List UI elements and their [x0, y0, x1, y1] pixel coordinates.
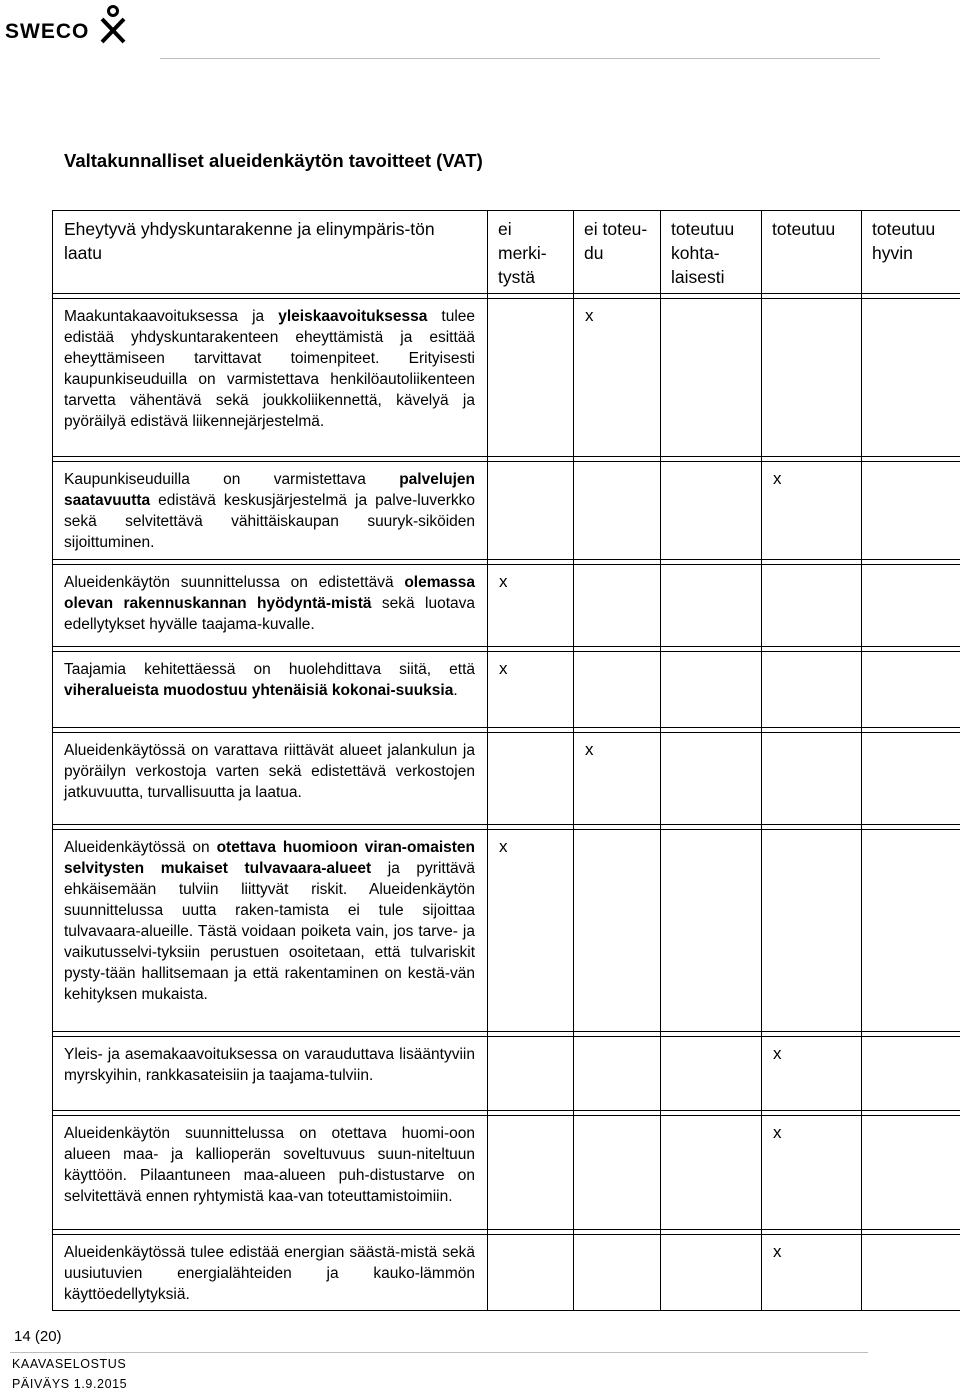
rating-mark: x — [488, 652, 574, 728]
table-header-row — [53, 211, 960, 294]
rating-cell — [488, 733, 574, 825]
rating-cell — [574, 1235, 661, 1311]
table-row — [53, 733, 960, 825]
rating-cell — [862, 1116, 960, 1230]
table-row — [53, 1235, 960, 1311]
criterion-text: Alueidenkäytön suunnittelussa on otettava huomi-oon alueen maa- ja kallioperän soveltuvuus suun-niteltuun käyttöön. Pilaantuneen maa-alueen puh-distustarve on selvitettävä ennen ryhtymistä kaa-van toteuttamistoimiin. — [53, 1116, 488, 1230]
rating-cell — [862, 652, 960, 728]
rating-cell — [661, 565, 762, 647]
rating-mark: x — [574, 299, 661, 457]
table-row — [53, 462, 960, 560]
rating-cell — [862, 733, 960, 825]
section-heading: Eheytyvä yhdyskuntarakenne ja elinympäris-tön laatu — [53, 211, 488, 294]
vat-assessment-table — [52, 210, 960, 1311]
rating-cell — [488, 1116, 574, 1230]
document-type: KAAVASELOSTUS — [12, 1357, 127, 1371]
rating-cell — [488, 462, 574, 560]
rating-mark: x — [488, 565, 574, 647]
criterion-text: Alueidenkäytössä on varattava riittävät alueet jalankulun ja pyöräilyn verkostoja varten sekä edistettävä verkostojen jatkuvuutta, turvallisuutta ja laatua. — [53, 733, 488, 825]
rating-cell — [862, 565, 960, 647]
rating-cell — [862, 1037, 960, 1111]
sweco-figure-icon — [93, 5, 133, 45]
column-header: toteutuu hyvin — [862, 211, 960, 294]
criterion-text: Alueidenkäytössä tulee edistää energian säästä-mistä sekä uusiutuvien energialähteiden ja kauko-lämmön käyttöedellytyksiä. — [53, 1235, 488, 1311]
sweco-logo — [5, 5, 135, 45]
rating-cell — [661, 462, 762, 560]
rating-mark: x — [762, 462, 862, 560]
rating-cell — [762, 733, 862, 825]
rating-mark: x — [574, 733, 661, 825]
table-row — [53, 1116, 960, 1230]
rating-cell — [762, 299, 862, 457]
rating-mark: x — [762, 1116, 862, 1230]
criterion-text: Taajamia kehitettäessä on huolehdittava siitä, että viheralueista muodostuu yhtenäisiä kokonai-suuksia. — [53, 652, 488, 728]
rating-cell — [661, 1235, 762, 1311]
column-header: toteutuu — [762, 211, 862, 294]
criterion-text: Alueidenkäytössä on otettava huomioon viran-omaisten selvitysten mukaiset tulvavaara-alueet ja pyrittävä ehkäisemään tulviin liittyvät riskit. Alueidenkäytön suunnittelussa uutta raken-tamista ei tule sijoittaa tulvavaara-alueille. Tästä voidaan poiketa vain, jos tarve- ja vaikutusselvi-tyksiin perustuen osoitetaan, että tulvariskit pysty-tään hallitsemaan ja että rakentaminen on kestä-vän kehityksen mukaista. — [53, 830, 488, 1032]
rating-cell — [488, 1037, 574, 1111]
criterion-text: Alueidenkäytön suunnittelussa on edistettävä olemassa olevan rakennuskannan hyödyntä-mistä sekä luotava edellytykset hyvälle taajama-kuvalle. — [53, 565, 488, 647]
rating-mark: x — [762, 1037, 862, 1111]
rating-cell — [661, 733, 762, 825]
rating-cell — [862, 1235, 960, 1311]
rating-cell — [661, 299, 762, 457]
logo-wordmark: SWECO — [5, 20, 90, 43]
criterion-text: Maakuntakaavoituksessa ja yleiskaavoituksessa tulee edistää yhdyskuntarakenteen eheyttämistä ja esittää eheyttämiseen tarvittavat toimenpiteet. Erityisesti kaupunkiseuduilla on varmistettava henkilöautoliikenteen tarvetta vähentävä sekä joukkoliikennettä, kävelyä ja pyöräilyä edistävä liikennejärjestelmä. — [53, 299, 488, 457]
table-row — [53, 830, 960, 1032]
column-header: ei toteu-du — [574, 211, 661, 294]
criterion-text: Yleis- ja asemakaavoituksessa on varauduttava lisääntyviin myrskyihin, rankkasateisiin ja taajama-tulviin. — [53, 1037, 488, 1111]
rating-cell — [574, 652, 661, 728]
rating-cell — [574, 565, 661, 647]
rating-cell — [762, 652, 862, 728]
page-title: Valtakunnalliset alueidenkäytön tavoitteet (VAT) — [64, 150, 483, 171]
rating-cell — [762, 565, 862, 647]
table-row — [53, 1037, 960, 1111]
table-row — [53, 299, 960, 457]
footer-divider — [10, 1352, 868, 1353]
rating-cell — [574, 830, 661, 1032]
rating-mark: x — [762, 1235, 862, 1311]
column-header: toteutuu kohta-laisesti — [661, 211, 762, 294]
rating-cell — [862, 299, 960, 457]
rating-cell — [762, 830, 862, 1032]
rating-cell — [661, 1037, 762, 1111]
rating-cell — [862, 830, 960, 1032]
header-divider — [160, 58, 880, 59]
rating-cell — [488, 1235, 574, 1311]
criterion-text: Kaupunkiseuduilla on varmistettava palvelujen saatavuutta edistävä keskusjärjestelmä ja palve-luverkko sekä selvitettävä vähittäiskaupan suuryk-siköiden sijoittuminen. — [53, 462, 488, 560]
rating-cell — [574, 462, 661, 560]
column-header: ei merki-tystä — [488, 211, 574, 294]
rating-cell — [574, 1037, 661, 1111]
rating-cell — [661, 830, 762, 1032]
rating-cell — [661, 652, 762, 728]
table-row — [53, 565, 960, 647]
rating-cell — [862, 462, 960, 560]
rating-cell — [661, 1116, 762, 1230]
table-row — [53, 652, 960, 728]
page-number: 14 (20) — [14, 1328, 62, 1345]
rating-cell — [574, 1116, 661, 1230]
rating-mark: x — [488, 830, 574, 1032]
rating-cell — [488, 299, 574, 457]
document-date: PÄIVÄYS 1.9.2015 — [12, 1377, 128, 1391]
